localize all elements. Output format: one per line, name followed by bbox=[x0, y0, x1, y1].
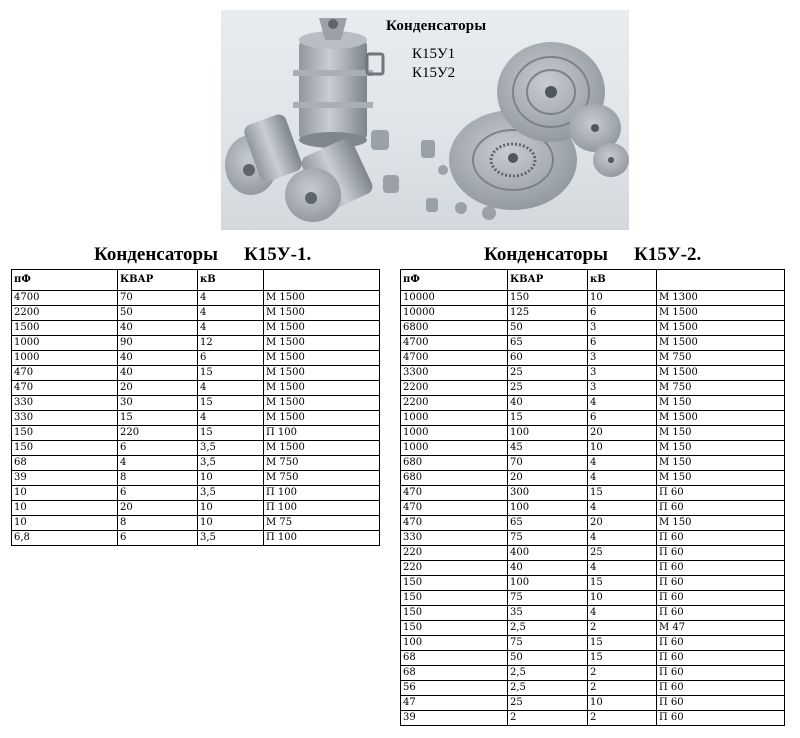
table-cell: 470 bbox=[401, 486, 508, 501]
table-cell: 6 bbox=[588, 306, 657, 321]
table-cell: 56 bbox=[401, 681, 508, 696]
table-cell: 150 bbox=[508, 291, 588, 306]
table-row bbox=[12, 396, 380, 411]
table-row bbox=[401, 441, 785, 456]
table-row bbox=[401, 291, 785, 306]
table-cell: 75 bbox=[508, 531, 588, 546]
table-cell: П 60 bbox=[657, 606, 785, 621]
table-cell: 25 bbox=[588, 546, 657, 561]
photo-model-1: К15У1 bbox=[412, 46, 456, 62]
table-cell: М 1500 bbox=[264, 411, 380, 426]
table-cell: 12 bbox=[198, 336, 264, 351]
table-row bbox=[401, 411, 785, 426]
table-cell: 10 bbox=[12, 486, 118, 501]
table-cell: П 60 bbox=[657, 561, 785, 576]
table-row bbox=[401, 306, 785, 321]
table-cell: 35 bbox=[508, 606, 588, 621]
table-cell: 3300 bbox=[401, 366, 508, 381]
table-cell: М 150 bbox=[657, 441, 785, 456]
table-cell: М 150 bbox=[657, 471, 785, 486]
table-cell: М 750 bbox=[657, 381, 785, 396]
table-row bbox=[401, 576, 785, 591]
table-cell: М 1500 bbox=[264, 396, 380, 411]
table-header-row bbox=[401, 270, 785, 291]
table-cell: 3,5 bbox=[198, 486, 264, 501]
table2-heading bbox=[484, 244, 701, 266]
table-cell: 20 bbox=[508, 471, 588, 486]
table-row bbox=[401, 546, 785, 561]
table-cell: 4 bbox=[198, 411, 264, 426]
column-header: кВ bbox=[198, 270, 264, 291]
table-cell: 470 bbox=[12, 381, 118, 396]
table-cell: 2 bbox=[508, 711, 588, 726]
table-row bbox=[401, 681, 785, 696]
table-cell: 20 bbox=[118, 501, 198, 516]
table-cell: 40 bbox=[508, 561, 588, 576]
table-cell: 20 bbox=[588, 426, 657, 441]
table-cell: 4 bbox=[588, 501, 657, 516]
table-cell: 10 bbox=[198, 516, 264, 531]
table-cell: 330 bbox=[12, 396, 118, 411]
table-cell: 4700 bbox=[401, 351, 508, 366]
table-cell: 45 bbox=[508, 441, 588, 456]
table-row bbox=[12, 291, 380, 306]
table-cell: 40 bbox=[118, 321, 198, 336]
photo-title: Конденсаторы bbox=[386, 18, 487, 34]
table-cell: 3 bbox=[588, 381, 657, 396]
table-cell: 3 bbox=[588, 321, 657, 336]
table-cell: 1000 bbox=[401, 411, 508, 426]
table-cell: 75 bbox=[508, 636, 588, 651]
table-cell: 65 bbox=[508, 516, 588, 531]
table-cell: 10000 bbox=[401, 306, 508, 321]
table-row bbox=[12, 501, 380, 516]
capacitors-illustration bbox=[221, 10, 629, 230]
table-cell: М 47 bbox=[657, 621, 785, 636]
table-cell: 6800 bbox=[401, 321, 508, 336]
table-cell: 2 bbox=[588, 666, 657, 681]
table-cell: 4 bbox=[588, 561, 657, 576]
table-cell: 40 bbox=[508, 396, 588, 411]
table-row bbox=[12, 426, 380, 441]
medium-capacitor bbox=[285, 136, 375, 222]
table-cell: 3 bbox=[588, 351, 657, 366]
table-row bbox=[401, 621, 785, 636]
table-cell: 10 bbox=[198, 501, 264, 516]
table-cell: 4 bbox=[198, 291, 264, 306]
table-cell: 20 bbox=[118, 381, 198, 396]
table-cell: 330 bbox=[401, 531, 508, 546]
column-header: кВ bbox=[588, 270, 657, 291]
table-cell: П 100 bbox=[264, 426, 380, 441]
table-cell: 6 bbox=[118, 441, 198, 456]
column-header: КВАР bbox=[508, 270, 588, 291]
table-cell: П 60 bbox=[657, 576, 785, 591]
table1-heading-word: Конденсаторы bbox=[94, 244, 218, 265]
table-cell: 40 bbox=[118, 351, 198, 366]
table-row bbox=[12, 486, 380, 501]
table-cell: М 750 bbox=[657, 351, 785, 366]
table-cell: 75 bbox=[508, 591, 588, 606]
table-cell: П 60 bbox=[657, 696, 785, 711]
table-cell: 15 bbox=[508, 411, 588, 426]
table-cell: 3,5 bbox=[198, 441, 264, 456]
table-cell: 400 bbox=[508, 546, 588, 561]
table-cell: 15 bbox=[198, 366, 264, 381]
table-cell: 25 bbox=[508, 696, 588, 711]
table-row bbox=[401, 456, 785, 471]
table-cell: 220 bbox=[401, 546, 508, 561]
column-header bbox=[264, 270, 380, 291]
table-row bbox=[401, 471, 785, 486]
table-row bbox=[401, 381, 785, 396]
table-cell: 2,5 bbox=[508, 681, 588, 696]
table-cell: 100 bbox=[508, 576, 588, 591]
capacitors-photo bbox=[221, 10, 629, 230]
table-cell: 39 bbox=[401, 711, 508, 726]
table-cell: 50 bbox=[118, 306, 198, 321]
tall-capacitor bbox=[293, 18, 383, 148]
table-cell: 39 bbox=[12, 471, 118, 486]
table-row bbox=[401, 501, 785, 516]
table2-heading-word: Конденсаторы bbox=[484, 244, 608, 265]
table-cell: 100 bbox=[508, 426, 588, 441]
table1-heading bbox=[94, 244, 311, 266]
table-cell: 6 bbox=[118, 531, 198, 546]
table-row bbox=[401, 711, 785, 726]
table-cell: 3 bbox=[588, 366, 657, 381]
table-cell: 2200 bbox=[401, 396, 508, 411]
table-cell: 150 bbox=[401, 621, 508, 636]
table-cell: М 1500 bbox=[657, 336, 785, 351]
table-cell: 3,5 bbox=[198, 456, 264, 471]
table-row bbox=[401, 651, 785, 666]
table-cell: 8 bbox=[118, 516, 198, 531]
table-cell: 470 bbox=[401, 516, 508, 531]
table-row bbox=[401, 396, 785, 411]
table-row bbox=[401, 606, 785, 621]
table-cell: 4 bbox=[588, 471, 657, 486]
table-cell: 2 bbox=[588, 621, 657, 636]
table-cell: 4 bbox=[198, 306, 264, 321]
table-cell: П 100 bbox=[264, 531, 380, 546]
table-cell: 15 bbox=[198, 426, 264, 441]
table-cell: 4 bbox=[588, 531, 657, 546]
photo-model-2: К15У2 bbox=[412, 65, 456, 81]
table-row bbox=[12, 321, 380, 336]
table-cell: 1000 bbox=[12, 336, 118, 351]
table2-heading-model: К15У-2. bbox=[633, 244, 702, 265]
table-row bbox=[12, 516, 380, 531]
table-cell: П 60 bbox=[657, 486, 785, 501]
table-cell: 150 bbox=[12, 426, 118, 441]
table-row bbox=[401, 531, 785, 546]
table-header-row bbox=[12, 270, 380, 291]
table-k15u1 bbox=[11, 269, 380, 546]
table-cell: П 60 bbox=[657, 711, 785, 726]
table-cell: 150 bbox=[401, 591, 508, 606]
table-cell: 4 bbox=[118, 456, 198, 471]
table-cell: М 1300 bbox=[657, 291, 785, 306]
table-cell: П 60 bbox=[657, 666, 785, 681]
table-cell: 50 bbox=[508, 321, 588, 336]
table-row bbox=[12, 366, 380, 381]
table-cell: 1000 bbox=[401, 426, 508, 441]
table-cell: М 150 bbox=[657, 426, 785, 441]
table-cell: 15 bbox=[588, 486, 657, 501]
table-cell: М 750 bbox=[264, 456, 380, 471]
table-cell: П 60 bbox=[657, 501, 785, 516]
table-row bbox=[401, 366, 785, 381]
table-cell: П 60 bbox=[657, 636, 785, 651]
table-k15u2 bbox=[400, 269, 785, 726]
table-cell: 150 bbox=[12, 441, 118, 456]
table-cell: 150 bbox=[401, 606, 508, 621]
table-cell: М 1500 bbox=[264, 321, 380, 336]
table-cell: 100 bbox=[508, 501, 588, 516]
table-cell: М 1500 bbox=[657, 411, 785, 426]
table-cell: 150 bbox=[401, 576, 508, 591]
table-cell: М 150 bbox=[657, 456, 785, 471]
table-row bbox=[12, 411, 380, 426]
table-cell: 30 bbox=[118, 396, 198, 411]
table-cell: М 150 bbox=[657, 396, 785, 411]
table-cell: П 60 bbox=[657, 591, 785, 606]
table-cell: 4 bbox=[588, 606, 657, 621]
table-cell: 50 bbox=[508, 651, 588, 666]
table-cell: М 750 bbox=[264, 471, 380, 486]
column-header: пФ bbox=[12, 270, 118, 291]
column-header bbox=[657, 270, 785, 291]
table-cell: М 1500 bbox=[264, 351, 380, 366]
table-cell: 10 bbox=[12, 501, 118, 516]
table-cell: 4 bbox=[588, 396, 657, 411]
table-cell: М 1500 bbox=[264, 306, 380, 321]
table-cell: П 60 bbox=[657, 651, 785, 666]
table-cell: 1000 bbox=[401, 441, 508, 456]
table-row bbox=[401, 666, 785, 681]
table-cell: 1000 bbox=[12, 351, 118, 366]
table-cell: М 1500 bbox=[264, 366, 380, 381]
table-cell: 3,5 bbox=[198, 531, 264, 546]
table-cell: 10 bbox=[588, 291, 657, 306]
table-cell: М 1500 bbox=[264, 441, 380, 456]
table-cell: 2,5 bbox=[508, 666, 588, 681]
table-cell: 10 bbox=[588, 441, 657, 456]
table-row bbox=[12, 351, 380, 366]
table-row bbox=[12, 441, 380, 456]
table-cell: 70 bbox=[118, 291, 198, 306]
table-row bbox=[401, 426, 785, 441]
table-cell: М 1500 bbox=[657, 366, 785, 381]
table-cell: 8 bbox=[118, 471, 198, 486]
table-cell: 4 bbox=[198, 321, 264, 336]
table-row bbox=[401, 516, 785, 531]
table-cell: 2200 bbox=[12, 306, 118, 321]
table-row bbox=[401, 351, 785, 366]
table-row bbox=[401, 336, 785, 351]
table-cell: М 75 bbox=[264, 516, 380, 531]
table-cell: 4 bbox=[198, 381, 264, 396]
table-cell: 15 bbox=[588, 576, 657, 591]
table-cell: М 1500 bbox=[264, 336, 380, 351]
table-cell: 10 bbox=[12, 516, 118, 531]
table-row bbox=[401, 636, 785, 651]
table-cell: 6,8 bbox=[12, 531, 118, 546]
table-cell: 15 bbox=[118, 411, 198, 426]
table-cell: 6 bbox=[588, 336, 657, 351]
table1-heading-model: К15У-1. bbox=[243, 244, 312, 265]
table-cell: 10 bbox=[588, 591, 657, 606]
table-row bbox=[401, 321, 785, 336]
table-cell: 25 bbox=[508, 366, 588, 381]
table-cell: П 60 bbox=[657, 681, 785, 696]
table-cell: 40 bbox=[118, 366, 198, 381]
table-cell: 68 bbox=[401, 651, 508, 666]
table-cell: 4700 bbox=[401, 336, 508, 351]
table-cell: 15 bbox=[588, 636, 657, 651]
table-cell: 6 bbox=[198, 351, 264, 366]
table-cell: М 1500 bbox=[264, 381, 380, 396]
table-cell: 680 bbox=[401, 456, 508, 471]
table-cell: 1500 bbox=[12, 321, 118, 336]
table-cell: 2 bbox=[588, 681, 657, 696]
table-cell: 25 bbox=[508, 381, 588, 396]
table-cell: 125 bbox=[508, 306, 588, 321]
column-header: КВАР bbox=[118, 270, 198, 291]
table-row bbox=[401, 591, 785, 606]
table-cell: 68 bbox=[12, 456, 118, 471]
table-cell: 10 bbox=[198, 471, 264, 486]
table-cell: М 150 bbox=[657, 516, 785, 531]
table-cell: 470 bbox=[12, 366, 118, 381]
table-row bbox=[12, 306, 380, 321]
table-cell: 330 bbox=[12, 411, 118, 426]
table-row bbox=[12, 336, 380, 351]
table-cell: 2,5 bbox=[508, 621, 588, 636]
table-row bbox=[12, 471, 380, 486]
right-disc-capacitors bbox=[569, 104, 629, 177]
table-row bbox=[401, 696, 785, 711]
table-cell: 47 bbox=[401, 696, 508, 711]
table-cell: П 60 bbox=[657, 531, 785, 546]
table-cell: 6 bbox=[118, 486, 198, 501]
table-cell: 15 bbox=[588, 651, 657, 666]
table-cell: 680 bbox=[401, 471, 508, 486]
table-row bbox=[12, 531, 380, 546]
table-row bbox=[12, 381, 380, 396]
table-cell: 10000 bbox=[401, 291, 508, 306]
table-cell: П 100 bbox=[264, 501, 380, 516]
table-row bbox=[401, 486, 785, 501]
table-cell: 100 bbox=[401, 636, 508, 651]
table-row bbox=[401, 561, 785, 576]
table-cell: 470 bbox=[401, 501, 508, 516]
table-cell: 68 bbox=[401, 666, 508, 681]
table-cell: 300 bbox=[508, 486, 588, 501]
table-cell: 2 bbox=[588, 711, 657, 726]
table-cell: 10 bbox=[588, 696, 657, 711]
table-cell: 90 bbox=[118, 336, 198, 351]
table-cell: М 1500 bbox=[657, 321, 785, 336]
table-cell: П 60 bbox=[657, 546, 785, 561]
table-cell: 20 bbox=[588, 516, 657, 531]
table-cell: 4700 bbox=[12, 291, 118, 306]
table-row bbox=[12, 456, 380, 471]
table-cell: 4 bbox=[588, 456, 657, 471]
table-cell: 60 bbox=[508, 351, 588, 366]
table-cell: П 100 bbox=[264, 486, 380, 501]
table-cell: М 1500 bbox=[657, 306, 785, 321]
table-cell: 6 bbox=[588, 411, 657, 426]
column-header: пФ bbox=[401, 270, 508, 291]
table-cell: М 1500 bbox=[264, 291, 380, 306]
table-cell: 15 bbox=[198, 396, 264, 411]
table-cell: 220 bbox=[118, 426, 198, 441]
table-cell: 65 bbox=[508, 336, 588, 351]
table-cell: 2200 bbox=[401, 381, 508, 396]
table-cell: 70 bbox=[508, 456, 588, 471]
table-cell: 220 bbox=[401, 561, 508, 576]
